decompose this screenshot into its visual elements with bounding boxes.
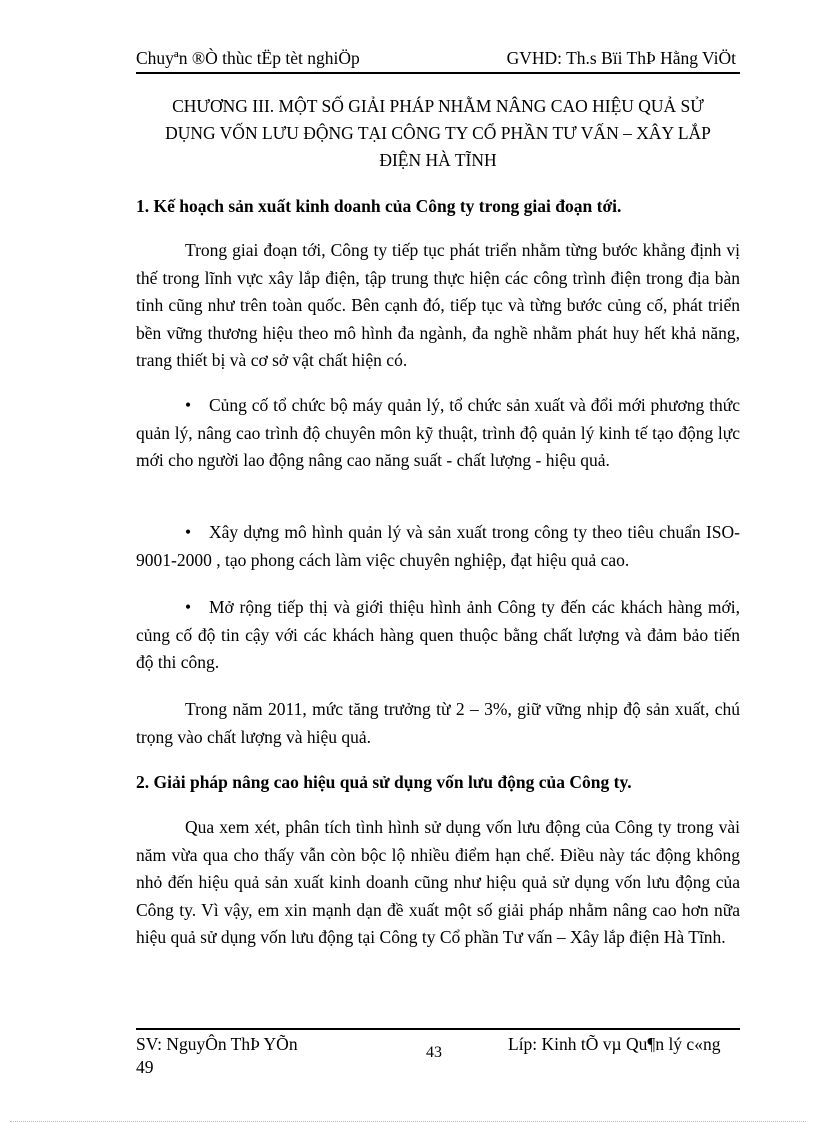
chapter-title-line-1: CHƯƠNG III. MỘT SỐ GIẢI PHÁP NHẰM NÂNG CAO HIỆU QUẢ SỬ bbox=[172, 96, 704, 116]
bullet-text: Mở rộng tiếp thị và giới thiệu hình ảnh Công ty đến các khách hàng mới, củng cố độ tin cậy với các khách hàng quen thuộc bằng chất lượng và đảm bảo tiến độ thi công. bbox=[136, 597, 740, 673]
footer-divider bbox=[136, 1028, 740, 1030]
header-supervisor: GVHD: Th.s Bïi ThÞ Hằng ViÖt bbox=[506, 48, 736, 68]
footer-class: Líp: Kinh tÕ vµ Qu¶n lý c«ng bbox=[508, 1034, 721, 1054]
footer-student-name: SV: NguyÔn ThÞ YÕn bbox=[136, 1034, 298, 1054]
bullet-icon: • bbox=[185, 395, 192, 415]
section-2-body-paragraph: Qua xem xét, phân tích tình hình sử dụng vốn lưu động của Công ty trong vài năm vừa qua cho thấy vẫn còn bộc lộ nhiều điểm hạn chế. Điều này tác động không nhỏ đến hiệu quả sản xuất kinh doanh cũng như hiệu quả sử dụng vốn lưu động của Công ty. Vì vậy, em xin mạnh dạn đề xuất một số giải pháp nhằm nâng cao hơn nữa hiệu quả sử dụng vốn lưu động tại Công ty Cổ phần Tư vấn – Xây lắp điện Hà Tĩnh. bbox=[136, 817, 740, 948]
bullet-icon: • bbox=[185, 522, 192, 542]
bullet-text: Xây dựng mô hình quản lý và sản xuất trong công ty theo tiêu chuẩn ISO-9001-2000 , tạo phong cách làm việc chuyên nghiệp, đạt hiệu quả cao. bbox=[136, 522, 740, 570]
bullet-text: Củng cố tổ chức bộ máy quản lý, tổ chức sản xuất và đổi mới phương thức quản lý, nâng cao trình độ chuyên môn kỹ thuật, trình độ quản lý kinh tế tạo động lực mới cho người lao động nâng cao năng suất - chất lượng - hiệu quả. bbox=[136, 395, 740, 471]
bullet-item bbox=[136, 392, 740, 475]
chapter-title-line-3: ĐIỆN HÀ TĨNH bbox=[379, 150, 497, 170]
section-1-heading: 1. Kế hoạch sản xuất kinh doanh của Công ty trong giai đoạn tới. bbox=[136, 196, 622, 216]
growth-paragraph: Trong năm 2011, mức tăng trưởng từ 2 – 3%, giữ vững nhịp độ sản xuất, chú trọng vào chất lượng và hiệu quả. bbox=[136, 699, 740, 747]
section-2-heading: 2. Giải pháp nâng cao hiệu quả sử dụng vốn lưu động của Công ty. bbox=[136, 772, 632, 792]
page-number: 43 bbox=[426, 1044, 442, 1061]
page-header bbox=[136, 48, 740, 74]
section-1-intro-paragraph: Trong giai đoạn tới, Công ty tiếp tục phát triển nhằm từng bước khẳng định vị thế trong lĩnh vực xây lắp điện, tập trung thực hiện các công trình điện trong địa bàn tỉnh cũng như trên toàn quốc. Bên cạnh đó, tiếp tục và từng bước củng cố, phát triển bền vững thương hiệu theo mô hình đa ngành, đa nghề nhằm phát huy hết khả năng, trang thiết bị và cơ sở vật chất hiện có. bbox=[136, 240, 740, 371]
footer-student-name-cont: 49 bbox=[136, 1057, 154, 1077]
chapter-title-line-2: DỤNG VỐN LƯU ĐỘNG TẠI CÔNG TY CỔ PHẦN TƯ VẤN – XÂY LẮP bbox=[165, 123, 711, 143]
chapter-title bbox=[136, 93, 740, 174]
bullet-item bbox=[136, 594, 740, 677]
page-bottom-divider bbox=[10, 1121, 806, 1122]
header-report-title: Chuyªn ®Ò thùc tËp tèt nghiÖp bbox=[136, 48, 360, 68]
bullet-icon: • bbox=[185, 597, 192, 617]
bullet-item bbox=[136, 519, 740, 574]
